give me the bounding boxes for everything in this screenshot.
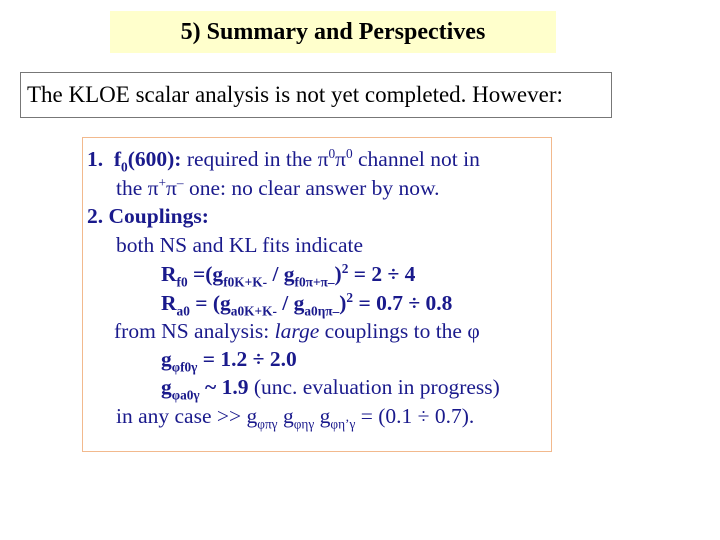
ns-analysis-line: from NS analysis: large couplings to the φ — [114, 319, 480, 343]
ra0-ratio: $R_{a0} = (g_{a0K+K-} / g_{a0\eta\pi-})^2 = 0.7 \div 0.8$ — [161, 289, 453, 319]
item2-heading: 2. Couplings: — [87, 204, 209, 228]
rf0-ratio: $R_{f0} =(g_{f0K+K-} / g_{f0\pi+\pi-})^2 = 2 \div 4$ — [161, 260, 416, 290]
item1-text-a: required in the — [181, 147, 318, 171]
item1-line1: 1. $f_0(600)$: required in the $\pi^0\pi^0$ channel not in — [87, 145, 480, 175]
summary-box — [82, 137, 552, 452]
intro-text: The KLOE scalar analysis is not yet completed. However: — [27, 82, 563, 107]
any-case-line: in any case >> $g_{\varphi\pi\gamma}$ $g_{\varphi\eta\gamma}$ $g_{\varphi\eta’\gamma} = (0.1 \div 0.7)$. — [116, 404, 475, 432]
intro-box — [20, 72, 612, 118]
g-phi-f0-gamma: $g_{\varphi f0\gamma} = 1.2 \div 2.0$ — [161, 347, 297, 375]
slide-title-text: 5) Summary and Perspectives — [180, 18, 486, 45]
fits-line: both NS and KL fits indicate — [116, 233, 364, 257]
item1-head: $f_0(600)$: — [113, 147, 182, 175]
slide-title — [110, 11, 556, 53]
item1-text-b: channel not in — [352, 147, 480, 171]
item1-line2: the π+π– one: no clear answer by now. — [116, 174, 440, 200]
item1-number: 1. — [87, 147, 104, 171]
g-phi-a0-gamma: $g_{\varphi a0\gamma}$ ~ 1.9 (unc. evaluation in progress) — [161, 375, 500, 403]
